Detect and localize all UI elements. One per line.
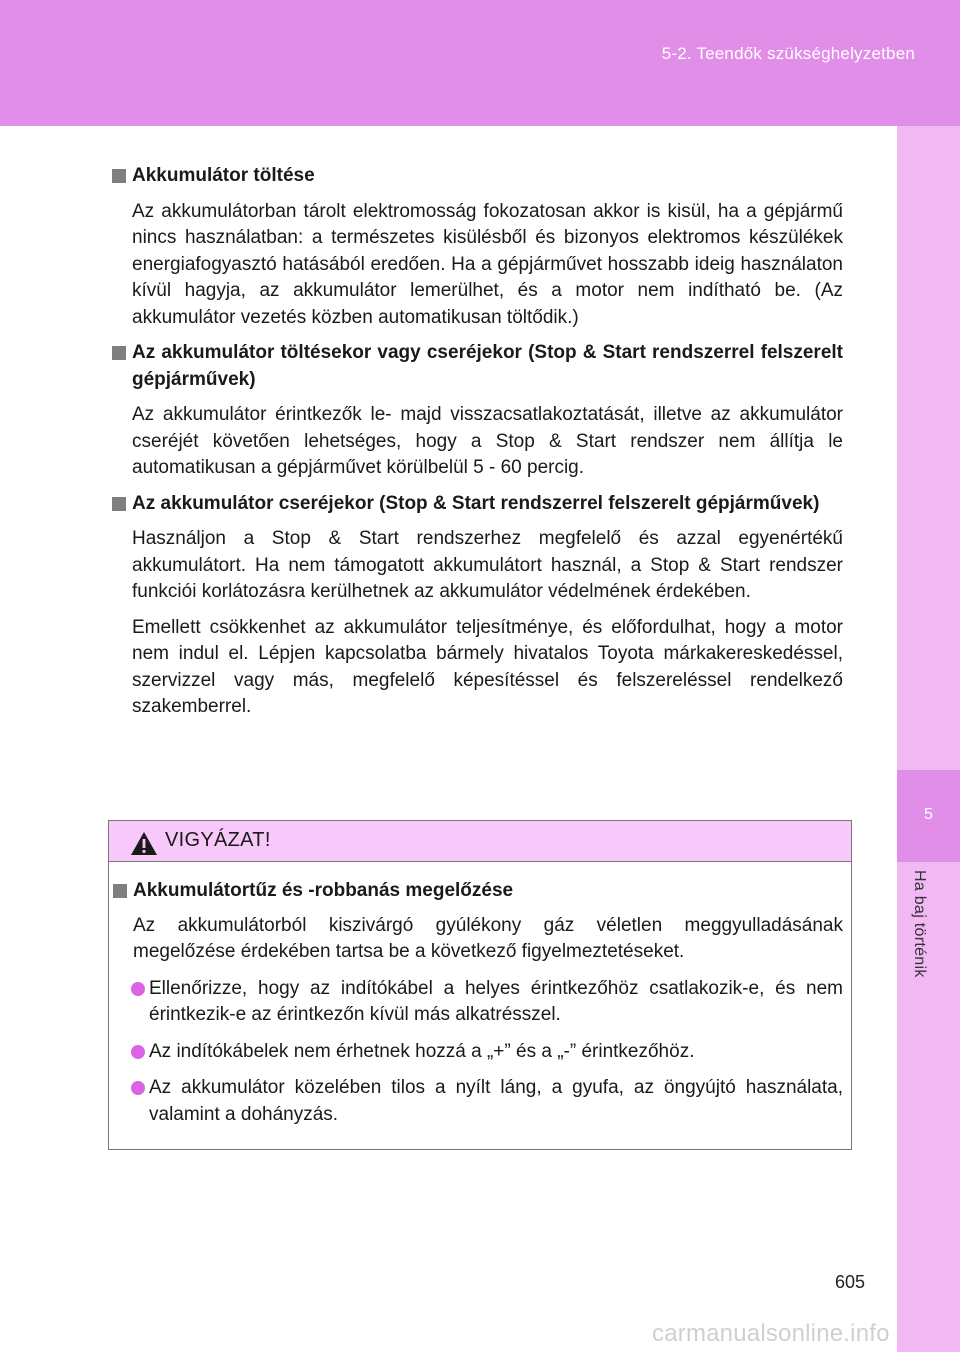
bullet-text: Az indítókábelek nem érhetnek hozzá a „+” és a „-” érintkezőhöz. [149, 1040, 695, 1062]
bullet-dot-icon [131, 982, 145, 996]
chapter-name: Ha baj történik [911, 870, 928, 978]
section-heading [112, 163, 843, 190]
warning-bullet [113, 1039, 843, 1066]
warning-bullet [113, 976, 843, 1029]
warning-intro: Az akkumulátorból kiszivárgó gyúlékony gáz véletlen meggyulladásának megelőzése érdekében tartsa be a következő figyelmeztetéseket. [133, 914, 843, 962]
heading-square-icon [112, 169, 126, 183]
warning-title: VIGYÁZAT! [165, 829, 271, 851]
heading-square-icon [112, 346, 126, 360]
bullet-text: Ellenőrizze, hogy az indítókábel a helyes érintkezőhöz csatlakozik-e, és nem érintkezik-e az érintkezőn kívül más alkatrésszel. [149, 977, 843, 1025]
warning-triangle-icon [130, 831, 158, 856]
heading-square-icon [112, 497, 126, 511]
section-replacing-stop-start [112, 491, 843, 721]
section-heading [112, 491, 843, 518]
warning-heading [113, 878, 843, 905]
warning-box [108, 820, 852, 1150]
bullet-dot-icon [131, 1045, 145, 1059]
section-battery-charging [112, 163, 843, 331]
watermark: carmanualsonline.info [652, 1320, 890, 1347]
heading-text: Az akkumulátor töltésekor vagy cseréjekor (Stop & Start rendszerrel felszerelt gépjárművek) [132, 342, 843, 390]
paragraph: Az akkumulátor érintkezők le- majd visszacsatlakoztatását, illetve az akkumulátor cseréjét követően lehetséges, hogy a Stop & Start rendszer nem állítja le automatikusan a gépjárművet körülbelül 5 - 60 percig. [132, 404, 843, 478]
bullet-dot-icon [131, 1081, 145, 1095]
paragraph: Emellett csökkenhet az akkumulátor teljesítménye, és előfordulhat, hogy a motor nem indul el. Lépjen kapcsolatba bármely hivatalos Toyota márkakereskedéssel, szervizzel vagy más, megfelelő képesítéssel és felszereléssel rendelkező szakemberrel. [132, 616, 843, 717]
paragraph: Használjon a Stop & Start rendszerhez megfelelő és azzal egyenértékű akkumulátort. Ha nem támogatott akkumulátort használ, a Stop & Start rendszer funkciói korlátozásra kerülhetnek az akkumulátor védelmének érdekében. [132, 528, 843, 602]
paragraph: Az akkumulátorban tárolt elektromosság fokozatosan akkor is kisül, ha a gépjármű nincs használatban: a természetes kisülésből és bizonyos elektromos készülékek energiafogyasztó hatásából eredően. Ha a gépjárművet hosszabb ideig használaton kívül hagyja, az akkumulátor lemerülhet, és a motor nem indítható be. (Az akkumulátor vezetés közben automatikusan töltődik.) [132, 200, 843, 328]
main-content [112, 163, 843, 730]
heading-text: Akkumulátortűz és -robbanás megelőzése [133, 880, 514, 901]
section-title: 5-2. Teendők szükséghelyzetben [661, 44, 915, 63]
chapter-number: 5 [924, 806, 933, 823]
heading-square-icon [113, 884, 127, 898]
heading-text: Az akkumulátor cseréjekor (Stop & Start rendszerrel felszerelt gépjárművek) [132, 492, 820, 514]
side-strip [897, 126, 960, 1352]
section-heading [112, 340, 843, 393]
heading-text: Akkumulátor töltése [132, 165, 315, 186]
warning-bullet [113, 1075, 843, 1128]
warning-body [113, 878, 843, 1128]
warning-header [109, 821, 851, 862]
bullet-text: Az akkumulátor közelében tilos a nyílt láng, a gyufa, az öngyújtó használata, valamint a dohányzás. [149, 1077, 843, 1125]
section-charging-replacing-stop-start [112, 340, 843, 482]
page-number: 605 [835, 1272, 866, 1292]
